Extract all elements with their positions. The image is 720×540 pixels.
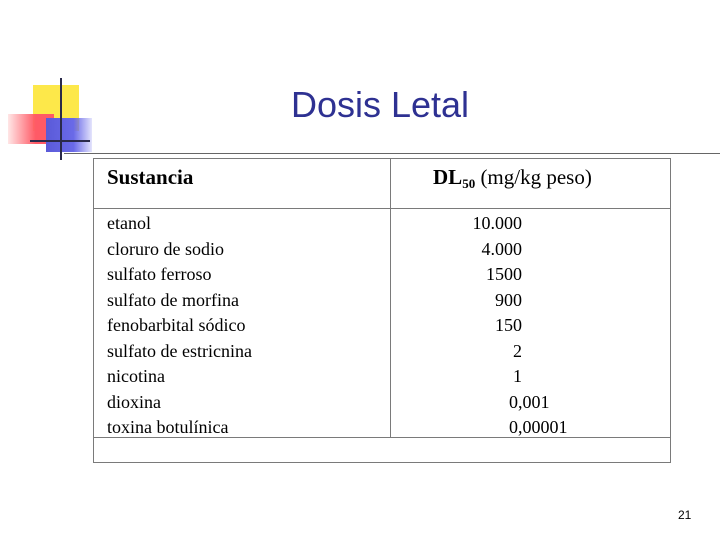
dl-unit: (mg/kg peso) xyxy=(475,165,592,189)
title-divider xyxy=(64,153,720,154)
column-divider xyxy=(390,159,391,438)
table-row-value: 0,001 xyxy=(509,391,550,412)
slide-title: Dosis Letal xyxy=(290,84,470,125)
dl50-column xyxy=(434,211,568,441)
slide-number: 21 xyxy=(678,508,692,522)
table-row-name: sulfato de estricnina xyxy=(107,340,252,361)
table-row-name: cloruro de sodio xyxy=(107,238,224,259)
table-row-value: 150 xyxy=(495,315,522,335)
table-row-name: sulfato de morfina xyxy=(107,289,239,310)
table-row-name: dioxina xyxy=(107,391,161,412)
table-row-name: fenobarbital sódico xyxy=(107,315,246,335)
header-divider xyxy=(94,208,670,209)
decorative-blue-bar xyxy=(46,118,92,152)
table-row-value: 900 xyxy=(495,289,522,310)
table-row-value: 4.000 xyxy=(481,238,522,259)
substance-column xyxy=(107,211,252,441)
table-row-value: 10.000 xyxy=(472,213,522,233)
decorative-vertical-line xyxy=(60,78,62,160)
table-row-value: 1500 xyxy=(486,264,522,284)
dl-label: DL xyxy=(433,165,463,189)
table-row-name: nicotina xyxy=(107,366,165,386)
table-row-name: toxina botulínica xyxy=(107,417,229,437)
decorative-horizontal-line xyxy=(30,140,90,142)
dl-subscript: 50 xyxy=(462,176,476,191)
column-header-substance: Sustancia xyxy=(107,165,194,189)
table-row-value: 2 xyxy=(513,340,522,361)
table-row-value: 1 xyxy=(513,366,522,386)
lethal-dose-table xyxy=(93,158,671,463)
table-row-name: sulfato ferroso xyxy=(107,264,212,284)
table-row-value: 0,00001 xyxy=(509,417,568,437)
table-row-name: etanol xyxy=(107,213,151,233)
column-header-dl50 xyxy=(433,165,592,192)
